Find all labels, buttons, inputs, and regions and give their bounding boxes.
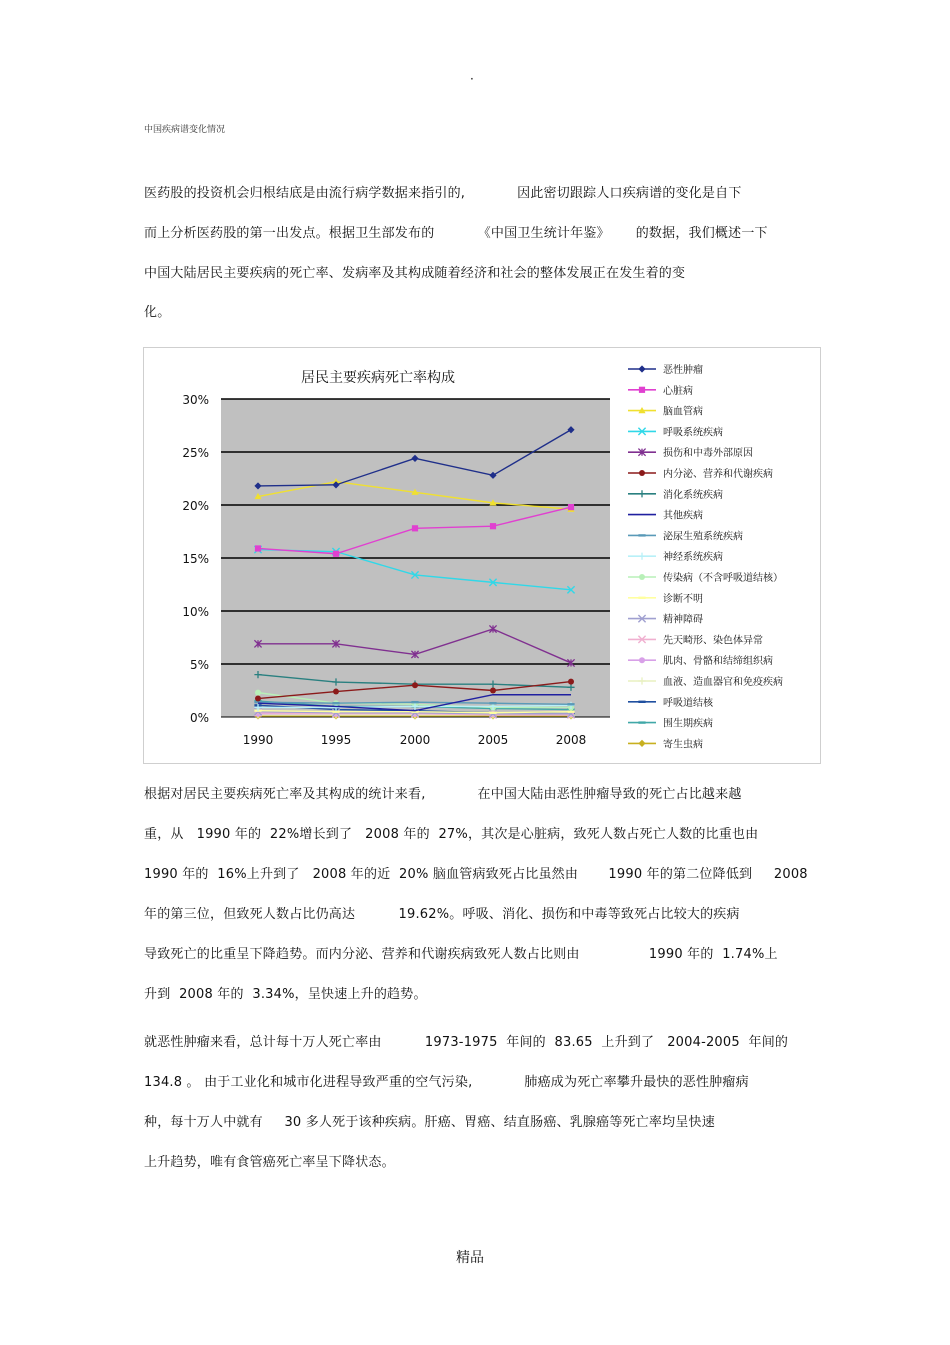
paragraph-2-line-1: 根据对居民主要疾病死亡率及其构成的统计来看, 在中国大陆由恶性肿瘤导致的死亡占比越来越 bbox=[144, 787, 742, 802]
data-point bbox=[411, 701, 418, 703]
x-tick-label: 2005 bbox=[477, 733, 509, 747]
data-point bbox=[412, 525, 418, 531]
data-point bbox=[490, 523, 496, 529]
paragraph-2-line-5: 导致死亡的比重呈下降趋势。而内分泌、营养和代谢疾病致死人数占比则由 1990 年的 1.74%上 bbox=[144, 947, 778, 962]
data-point bbox=[333, 551, 339, 557]
legend-label: 内分泌、营养和代谢疾病 bbox=[663, 469, 773, 480]
x-tick-label: 1995 bbox=[320, 733, 352, 747]
paragraph-2-line-3: 1990 年的 16%上升到了 2008 年的近 20% 脑血管病致死占比虽然由 1990 年的第二位降低到 2008 bbox=[144, 867, 808, 882]
paragraph-1-line-4: 化。 bbox=[144, 305, 171, 320]
paragraph-3-line-4: 上升趋势，唯有食管癌死亡率呈下降状态。 bbox=[144, 1155, 395, 1170]
paragraph-3-line-3: 种，每十万人中就有 30 多人死于该种疾病。肝癌、胃癌、结直肠癌、乳腺癌等死亡率均呈快速 bbox=[144, 1115, 715, 1130]
legend-label: 先天畸形、染色体异常 bbox=[663, 635, 763, 647]
footer-label: 精品 bbox=[456, 1250, 484, 1266]
paragraph-2-line-4: 年的第三位，但致死人数占比仍高达 19.62%。呼吸、消化、损伤和中毒等致死占比较大的疾病 bbox=[144, 907, 740, 922]
data-point bbox=[489, 702, 496, 704]
data-point bbox=[568, 504, 574, 510]
legend-swatch-marker bbox=[638, 701, 645, 703]
paragraph-1-line-3: 中国大陆居民主要疾病的死亡率、发病率及其构成随着经济和社会的整体发展正在发生着的变 bbox=[144, 266, 686, 281]
legend-swatch-marker bbox=[639, 470, 645, 476]
legend-label: 肌肉、骨骼和结缔组织病 bbox=[663, 656, 773, 668]
legend-label: 泌尿生殖系统疾病 bbox=[663, 531, 743, 543]
paragraph-1-line-1: 医药股的投资机会归根结底是由流行病学数据来指引的, 因此密切跟踪人口疾病谱的变化是自下 bbox=[144, 186, 742, 201]
legend-swatch-marker bbox=[639, 574, 645, 580]
y-tick-label: 15% bbox=[182, 552, 209, 566]
data-point bbox=[255, 696, 261, 702]
data-point bbox=[568, 679, 574, 685]
paragraph-2-line-6: 升到 2008 年的 3.34%，呈快速上升的趋势。 bbox=[144, 987, 427, 1002]
y-tick-label: 5% bbox=[189, 658, 209, 672]
data-point bbox=[490, 688, 496, 694]
chart-title: 居民主要疾病死亡率构成 bbox=[301, 370, 455, 386]
chart-svg bbox=[144, 348, 820, 763]
legend-swatch-marker bbox=[639, 657, 645, 663]
legend-label: 脑血管病 bbox=[663, 406, 703, 418]
data-point bbox=[255, 690, 261, 696]
y-tick-label: 20% bbox=[182, 499, 209, 513]
legend-label: 精神障碍 bbox=[663, 614, 703, 626]
legend-label: 围生期疾病 bbox=[663, 718, 713, 730]
data-point bbox=[333, 689, 339, 695]
legend-swatch-marker bbox=[638, 597, 645, 599]
data-point bbox=[489, 712, 496, 714]
legend-label: 恶性肿瘤 bbox=[663, 365, 703, 376]
paragraph-1-line-2: 而上分析医药股的第一出发点。根据卫生部发布的 《中国卫生统计年鉴》 的数据，我们概述一下 bbox=[144, 226, 768, 241]
legend-swatch-marker bbox=[638, 534, 645, 536]
y-tick-label: 30% bbox=[182, 393, 209, 407]
legend-swatch-marker bbox=[638, 721, 645, 723]
paragraph-3-line-1: 就恶性肿瘤来看，总计每十万人死亡率由 1973-1975 年间的 83.65 上升到了 2004-2005 年间的 bbox=[144, 1035, 789, 1050]
header-dot: · bbox=[470, 72, 474, 86]
data-point bbox=[255, 545, 261, 551]
legend-label: 诊断不明 bbox=[663, 593, 703, 605]
legend-label: 传染病（不含呼吸道结核） bbox=[663, 573, 783, 584]
legend-label: 其他疾病 bbox=[663, 510, 703, 522]
paragraph-3-line-2: 134.8 。 由于工业化和城市化进程导致严重的空气污染, 肺癌成为死亡率攀升最快的恶性肿瘤病 bbox=[144, 1075, 749, 1090]
legend-label: 神经系统疾病 bbox=[663, 552, 723, 564]
data-point bbox=[332, 702, 339, 704]
y-tick-label: 0% bbox=[189, 711, 209, 725]
y-tick-label: 25% bbox=[182, 446, 209, 460]
legend-label: 心脏病 bbox=[663, 385, 693, 397]
x-tick-label: 1990 bbox=[242, 733, 274, 747]
y-tick-label: 10% bbox=[182, 605, 209, 619]
legend-label: 寄生虫病 bbox=[663, 739, 703, 751]
legend-label: 消化系统疾病 bbox=[663, 489, 723, 501]
legend-label: 血液、造血器官和免疫疾病 bbox=[663, 677, 783, 688]
mortality-chart bbox=[143, 347, 821, 764]
data-point bbox=[412, 682, 418, 688]
document-title: 中国疾病谱变化情况 bbox=[144, 125, 226, 135]
legend-label: 损伤和中毒外部原因 bbox=[663, 448, 753, 460]
data-point bbox=[567, 703, 574, 705]
legend-label: 呼吸道结核 bbox=[663, 697, 713, 709]
data-point bbox=[567, 711, 574, 713]
legend-swatch-marker bbox=[639, 387, 645, 393]
legend-label: 呼吸系统疾病 bbox=[663, 427, 723, 439]
paragraph-2-line-2: 重，从 1990 年的 22%增长到了 2008 年的 27%，其次是心脏病，致死人数占死亡人数的比重也由 bbox=[144, 827, 759, 842]
x-tick-label: 2008 bbox=[555, 733, 587, 747]
x-tick-label: 2000 bbox=[399, 733, 431, 747]
